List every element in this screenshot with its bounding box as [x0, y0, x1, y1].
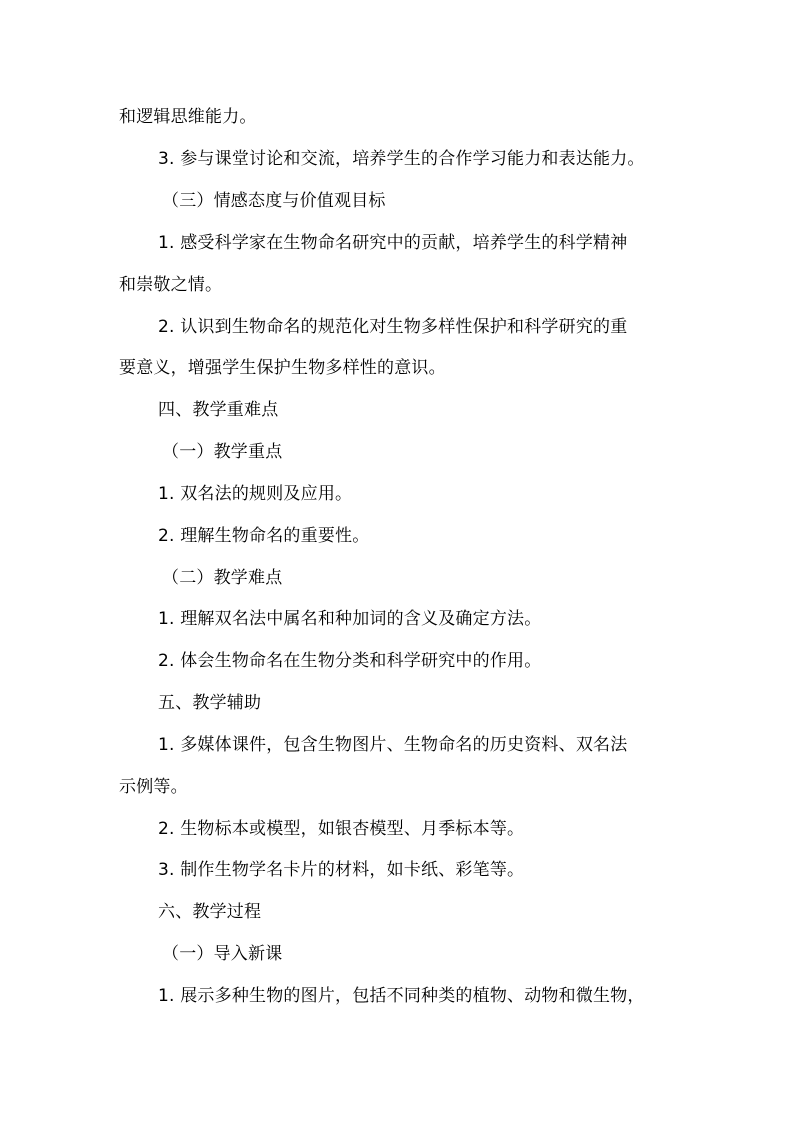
section-heading: 四、教学重难点: [158, 400, 279, 420]
section-heading: 六、教学过程: [158, 902, 262, 922]
list-item: 2. 生物标本或模型，如银杏模型、月季标本等。: [158, 819, 525, 839]
section-heading: 五、教学辅助: [158, 693, 262, 713]
list-item: 1. 双名法的规则及应用。: [158, 484, 353, 504]
section-subheading: （二）教学难点: [162, 568, 283, 588]
list-item: 2. 理解生物命名的重要性。: [158, 526, 370, 546]
list-item: 2. 体会生物命名在生物分类和科学研究中的作用。: [158, 651, 542, 671]
list-item: 1. 多媒体课件，包含生物图片、生物命名的历史资料、双名法: [158, 735, 628, 755]
paragraph-line: 和崇敬之情。: [119, 275, 223, 295]
list-item: 1. 展示多种生物的图片，包括不同种类的植物、动物和微生物，: [158, 986, 645, 1006]
list-item: 3. 参与课堂讨论和交流，培养学生的合作学习能力和表达能力。: [158, 149, 645, 169]
list-item: 1. 感受科学家在生物命名研究中的贡献，培养学生的科学精神: [158, 233, 628, 253]
section-subheading: （三）情感态度与价值观目标: [162, 191, 386, 211]
list-item: 1. 理解双名法中属名和种加词的含义及确定方法。: [158, 609, 542, 629]
paragraph-line: 示例等。: [119, 777, 188, 797]
list-item: 3. 制作生物学名卡片的材料，如卡纸、彩笔等。: [158, 860, 525, 880]
paragraph-line: 和逻辑思维能力。: [119, 107, 257, 127]
section-subheading: （一）导入新课: [162, 944, 283, 964]
list-item: 2. 认识到生物命名的规范化对生物多样性保护和科学研究的重: [158, 317, 628, 337]
paragraph-line: 要意义，增强学生保护生物多样性的意识。: [119, 358, 446, 378]
section-subheading: （一）教学重点: [162, 442, 283, 462]
